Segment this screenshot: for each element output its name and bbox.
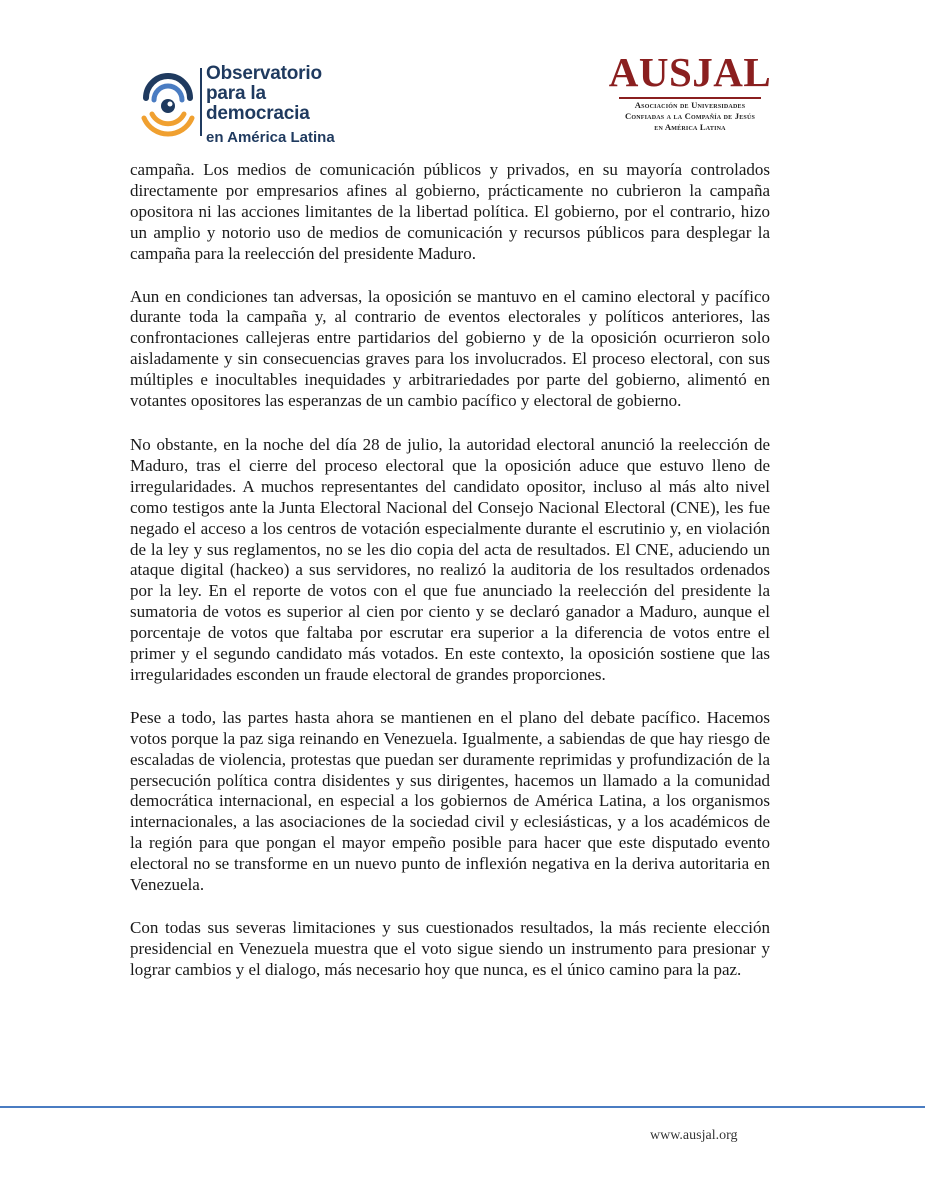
ausjal-subtitle-line-1: Asociación de Universidades: [634, 100, 746, 110]
footer-url: www.ausjal.org: [650, 1128, 738, 1143]
logo-line-3: en América Latina: [206, 128, 335, 146]
paragraph-5: Con todas sus severas limitaciones y sus cuestionados resultados, la más reciente elección presidencial en Venezuela muestra que el voto sigue siendo un instrumento para presionar y lograr cambios y el dialogo, más necesario hoy que nunca, es el único camino para la paz.: [130, 918, 770, 979]
eye-emblem-icon: [140, 68, 196, 138]
logo-line-1: Observatorio: [206, 63, 322, 84]
ausjal-wordmark: AUSJAL: [608, 49, 772, 95]
ausjal-subtitle-line-2: Confiadas a la Compañía de Jesús: [624, 111, 756, 121]
paragraph-3: No obstante, en la noche del día 28 de julio, la autoridad electoral anunció la reelección de Maduro, tras el cierre del proceso electoral que la oposición aduce que estuvo lleno de irregularidades. A muchos representantes del candidato opositor, incluso al más alto nivel como testigos ante la Junta Electoral Nacional del Consejo Nacional Electoral (CNE), les fue negado el acceso a los centros de votación especialmente durante el escrutinio y, en violación de la ley y sus reglamentos, no se les dio copia del acta de resultados. El CNE, aduciendo un ataque digital (hackeo) a sus servidores, no realizó la auditoria de los resultados ordenados por la ley. En el reporte de votos con el que fue anunciado la reelección del presidente la sumatoria de votos es superior al cien por ciento y se declaró ganador a Maduro, aunque el porcentaje de votos que faltaba por escrutar era superior a la diferencia de votos entre el primer y el segundo candidato más votados. En este contexto, la oposición sostiene que las irregularidades esconden un fraude electoral de grandes proporciones.: [130, 434, 770, 684]
observatorio-logo: [140, 63, 370, 146]
paragraph-4: Pese a todo, las partes hasta ahora se mantienen en el plano del debate pacífico. Hacemos votos porque la paz siga reinando en Venezuela. Igualmente, a sabiendas de que hay riesgo de escaladas de violencia, protestas que puedan ser duramente reprimidas y profundización de la persecución política contra disidentes y sus dirigentes, hacemos un llamado a la comunidad democrática internacional, en especial a los gobiernos de América Latina, a los organismos internacionales, a las asociaciones de la sociedad civil y eclesiásticas, y a los académicos de la región para que pongan el mayor empeño posible para hacer que este disputado evento electoral no se transforme en un nuevo punto de inflexión negativa en la deriva autoritaria en Venezuela.: [130, 707, 770, 895]
ausjal-subtitle-line-3: en América Latina: [654, 122, 726, 132]
ausjal-underline: [619, 97, 761, 99]
footer-divider: [0, 1106, 925, 1108]
logo-line-2: para la democracia: [206, 82, 310, 124]
ausjal-subtitle: [605, 100, 775, 133]
ausjal-logo: [605, 50, 775, 140]
paragraph-2: Aun en condiciones tan adversas, la oposición se mantuvo en el camino electoral y pacífico durante toda la campaña y, al contrario de eventos electorales y políticos anteriores, las confrontaciones callejeras entre partidarios del gobierno y de la oposición ocurrieron solo aisladamente y sin consecuencias graves para los involucrados. El proceso electoral, con sus múltiples e inocultables inequidades y arbitrariedades por parte del gobierno, alimentó en votantes opositores las esperanzas de un cambio pacífico y electoral de gobierno.: [130, 286, 770, 411]
document-body: [130, 160, 770, 1003]
logo-divider: [200, 68, 202, 136]
paragraph-1: campaña. Los medios de comunicación públicos y privados, en su mayoría controlados directamente por empresarios afines al gobierno, prácticamente no cubrieron la campaña opositora ni las acciones limitantes de la libertad política. El gobierno, por el contrario, hizo un amplio y notorio uso de medios de comunicación y recursos públicos para desplegar la campaña para la reelección del presidente Maduro.: [130, 160, 770, 263]
observatorio-wordmark: [206, 64, 370, 146]
